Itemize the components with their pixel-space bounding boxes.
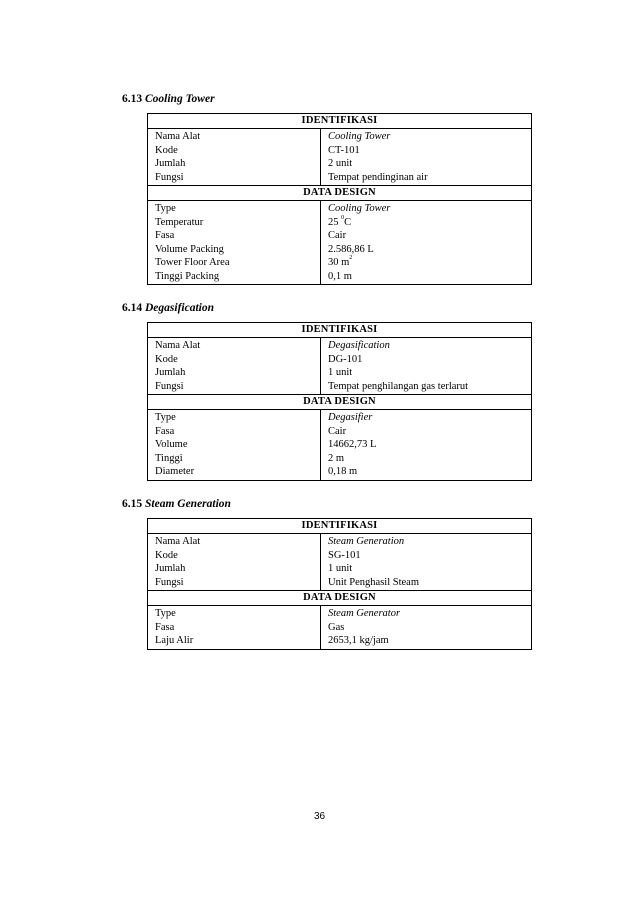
value-column	[321, 201, 531, 284]
row-value	[328, 216, 531, 230]
label-column	[148, 534, 321, 590]
value-column	[321, 534, 531, 590]
row-value: Cair	[328, 425, 347, 437]
row-label: Tinggi	[155, 452, 183, 464]
value-column	[321, 606, 531, 649]
design-header: DATA DESIGN	[148, 590, 531, 606]
row-value: Cair	[328, 230, 347, 241]
section-heading	[122, 93, 215, 105]
row-label: Kode	[155, 549, 178, 561]
section-number: 6.15	[122, 498, 143, 510]
degree-superscript: 0	[341, 214, 345, 221]
squared-superscript: 2	[349, 255, 353, 261]
row-value: 1 unit	[328, 563, 353, 574]
value-unit: C	[344, 216, 352, 228]
page-number: 36	[313, 811, 326, 822]
label-column	[148, 338, 321, 394]
section-number: 6.13	[122, 93, 143, 105]
row-label: Type	[155, 412, 176, 423]
label-column	[148, 410, 321, 480]
row-label: Fungsi	[155, 171, 184, 183]
row-value: Unit Penghasil Steam	[328, 576, 419, 588]
row-label: Fasa	[155, 621, 175, 633]
row-label: Jumlah	[155, 563, 186, 574]
row-value: CT-101	[328, 144, 360, 156]
section-heading	[122, 302, 214, 314]
spec-table	[147, 322, 532, 481]
section-title: Degasification	[145, 302, 214, 314]
row-label: Volume	[155, 439, 188, 450]
row-value: 2.586,86 L	[328, 243, 374, 255]
row-label: Type	[155, 203, 176, 214]
value-column	[321, 410, 531, 480]
label-column	[148, 129, 321, 185]
row-value: 2 unit	[328, 158, 353, 169]
row-value: 2653,1 kg/jam	[328, 635, 389, 646]
row-label: Kode	[155, 144, 178, 156]
value-text: 25	[328, 216, 342, 228]
row-label: Jumlah	[155, 158, 186, 169]
identifikasi-header: IDENTIFIKASI	[148, 519, 531, 534]
row-value: 0,18 m	[328, 466, 358, 477]
identifikasi-group	[148, 534, 531, 590]
section-title: Steam Generation	[145, 498, 231, 510]
design-group	[148, 410, 531, 480]
row-value: Degasifier	[328, 412, 373, 423]
row-label: Fungsi	[155, 576, 184, 588]
design-group	[148, 606, 531, 649]
row-value: Degasification	[328, 340, 390, 351]
row-label: Type	[155, 608, 176, 619]
row-label: Nama Alat	[155, 536, 201, 547]
row-label: Jumlah	[155, 367, 186, 378]
row-label: Diameter	[155, 466, 195, 477]
row-value: 14662,73 L	[328, 439, 377, 450]
row-value: Steam Generation	[328, 536, 405, 547]
row-value: Tempat penghilangan gas terlarut	[328, 380, 469, 392]
row-label: Fasa	[155, 230, 175, 241]
identifikasi-header: IDENTIFIKASI	[148, 323, 531, 338]
value-column	[321, 129, 531, 185]
design-group	[148, 201, 531, 284]
section-heading	[122, 498, 231, 510]
row-value: Gas	[328, 621, 345, 633]
row-label: Fungsi	[155, 380, 184, 392]
row-label: Fasa	[155, 425, 175, 437]
design-header: DATA DESIGN	[148, 394, 531, 410]
section-title: Cooling Tower	[145, 93, 215, 105]
row-label: Nama Alat	[155, 131, 201, 142]
row-value	[328, 256, 531, 270]
spec-table	[147, 113, 532, 285]
row-label: Volume Packing	[155, 243, 224, 255]
row-value: 2 m	[328, 452, 345, 464]
row-value: Tempat pendinginan air	[328, 171, 428, 183]
identifikasi-header: IDENTIFIKASI	[148, 114, 531, 129]
row-value: Steam Generator	[328, 608, 401, 619]
design-header: DATA DESIGN	[148, 185, 531, 201]
row-label: Tower Floor Area	[155, 257, 230, 268]
row-label: Kode	[155, 353, 178, 365]
identifikasi-group	[148, 338, 531, 394]
row-value: 0,1 m	[328, 270, 352, 282]
row-label: Laju Alir	[155, 635, 194, 646]
value-text: 30 m	[328, 257, 350, 268]
row-value: Cooling Tower	[328, 131, 391, 142]
section-number: 6.14	[122, 302, 143, 314]
identifikasi-group	[148, 129, 531, 185]
label-column	[148, 606, 321, 649]
label-column	[148, 201, 321, 284]
row-label: Nama Alat	[155, 340, 201, 351]
value-column	[321, 338, 531, 394]
row-value: 1 unit	[328, 367, 353, 378]
row-label: Temperatur	[155, 216, 204, 228]
row-value: Cooling Tower	[328, 203, 391, 214]
spec-table	[147, 518, 532, 650]
row-value: DG-101	[328, 353, 363, 365]
row-value: SG-101	[328, 549, 361, 561]
row-label: Tinggi Packing	[155, 270, 220, 282]
